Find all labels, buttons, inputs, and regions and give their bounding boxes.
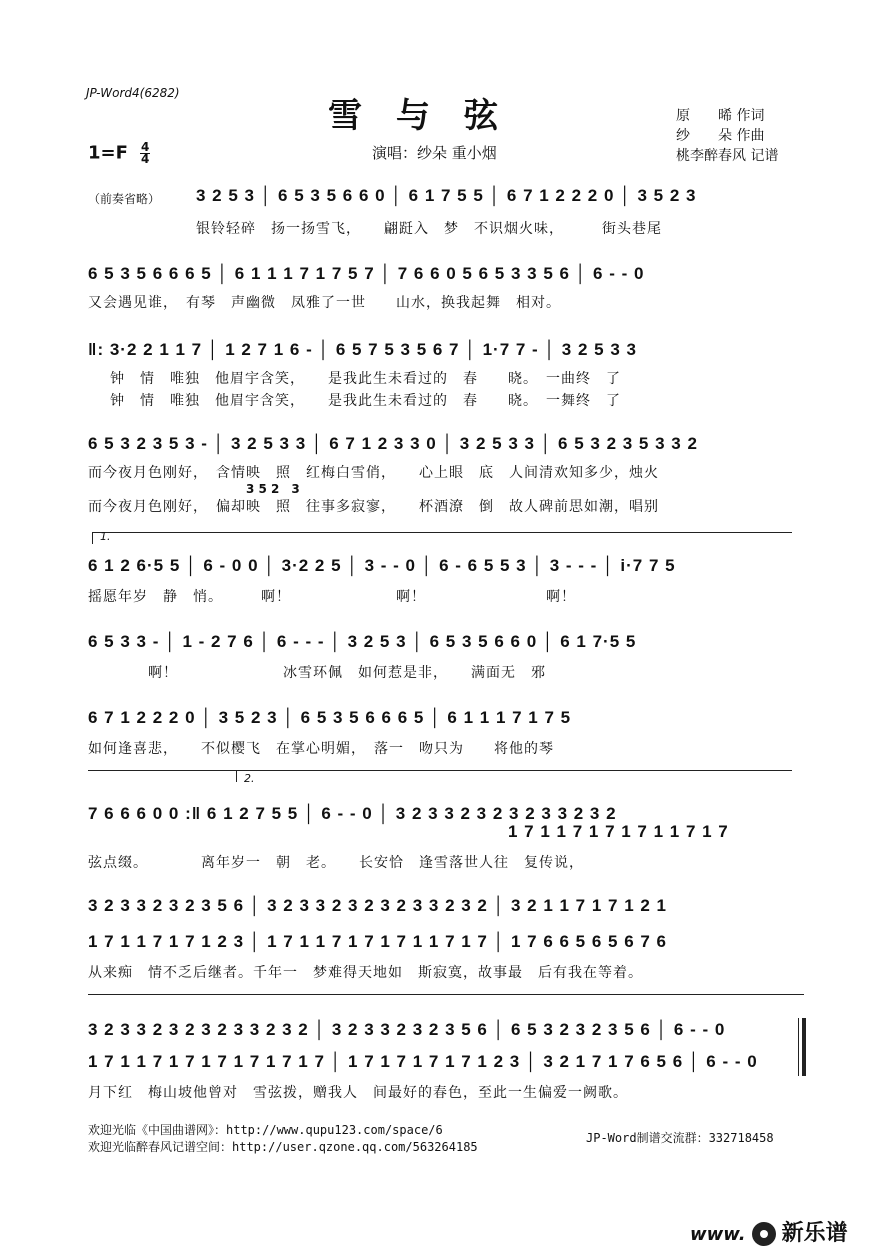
score-line-7-notes: 6 7 1 2 2 2 0 │ 3 5 2 3 │ 6 5 3 5 6 6 6 5 │ 6 1 1 1 7 1 7 5 [88,708,572,727]
watermark [690,1216,848,1247]
footer-group: JP-Word制谱交流群：332718458 [586,1131,774,1145]
footer-line-1: 欢迎光临《中国曲谱网》：http://www.qupu123.com/space/6 [88,1123,443,1137]
key-label: 1=F [88,142,128,164]
score-line-6-lyrics: 啊！ 冰雪环佩 如何惹是非， 满面无 邪 [88,665,546,681]
score-line-4-notes: 6 5 3 2 3 5 3 - │ 3 2 5 3 3 │ 6 7 1 2 3 3 0 │ 3 2 5 3 3 │ 6 5 3 2 3 5 3 3 2 [88,434,698,453]
score-line-10-notes-lower: 1 7 1 1 7 1 7 1 7 1 7 1 7 1 7 │ 1 7 1 7 1 7 1 7 1 2 3 │ 3 2 1 7 1 7 6 5 6 │ 6 - - 0 [88,1052,758,1071]
score-line-1-lyrics: 银铃轻碎 扬一扬雪飞， 翩跹入 梦 不识烟火味， 街头巷尾 [196,221,662,237]
watermark-brand: 新乐谱 [781,1221,848,1246]
record-logo-icon [752,1222,776,1246]
section-divider [88,994,804,995]
score-line-9-lyrics: 从来痴 情不乏后继者。千年一 梦难得天地如 斯寂寞，故事最 后有我在等着。 [88,965,643,981]
key-signature [88,142,150,165]
lyricist-credit: 原 晞 作词 [676,108,765,124]
score-line-10-notes: 3 2 3 3 2 3 2 3 2 3 3 2 3 2 │ 3 2 3 3 2 3 2 3 5 6 │ 6 5 3 2 3 2 3 5 6 │ 6 - - 0 [88,1020,726,1039]
final-barline-thin [798,1018,799,1076]
volta-2-label: 2. [244,772,255,785]
volta-1-end-line [88,770,238,771]
credits [676,106,778,166]
score-line-8-lyrics: 弦点缀。 离年岁一 朝 老。 长安恰 逢雪落世人往 复传说， [88,855,584,871]
score-line-8-notes-lower: 1 7 1 1 7 1 7 1 7 1 1 7 1 7 [508,822,729,841]
score-line-5-notes: 6 1 2 6·5 5 │ 6 - 0 0 │ 3·2 2 5 │ 3 - - 0 │ 6 - 6 5 5 3 │ 3 - - - │ i·7 7 5 [88,556,676,575]
watermark-prefix: www. [690,1224,746,1245]
score-line-9-notes: 3 2 3 3 2 3 2 3 5 6 │ 3 2 3 3 2 3 2 3 2 3 3 2 3 2 │ 3 2 1 1 7 1 7 1 2 1 [88,896,668,915]
alt-notes: 3 5 2 3 [246,482,300,496]
time-bottom: 4 [141,152,150,166]
score-line-3-lyrics-2: 钟 情 唯独 他眉宇含笑， 是我此生未看过的 春 晓。 一舞终 了 [110,393,621,409]
score-line-10-lyrics: 月下红 梅山坡他曾对 雪弦拨，赠我人 间最好的春色，至此一生偏爱一阙歌。 [88,1085,628,1101]
score-line-7-lyrics: 如何逢喜悲， 不似樱飞 在掌心明媚， 落一 吻只为 将他的琴 [88,741,554,757]
score-line-3-lyrics-1: 钟 情 唯独 他眉宇含笑， 是我此生未看过的 春 晓。 一曲终 了 [110,371,621,387]
score-line-6-notes: 6 5 3 3 - │ 1 - 2 7 6 │ 6 - - - │ 3 2 5 3 │ 6 5 3 5 6 6 0 │ 6 1 7·5 5 [88,632,637,651]
singer-line: 演唱：纱朵 重小烟 [372,144,497,162]
time-top: 4 [141,140,150,154]
footer-links [88,1122,478,1156]
software-label: JP-Word4(6282) [86,86,180,100]
composer-credit: 纱 朵 作曲 [676,128,765,144]
transcriber-credit: 桃李醉春风 记谱 [676,148,779,164]
footer-line-2: 欢迎光临醉春风记谱空间：http://user.qzone.qq.com/563264185 [88,1140,478,1154]
song-title: 雪与弦 [328,96,532,136]
volta-2-bracket [236,770,792,771]
score-line-4-lyrics-1: 而今夜月色刚好， 含情映 照 红梅白雪俏， 心上眼 底 人间清欢知多少，烛火 [88,465,659,481]
score-line-4-lyrics-2: 而今夜月色刚好， 偏却映 照 往事多寂寥， 杯酒潦 倒 故人碑前思如潮，唱别 [88,499,659,515]
volta-1-label: 1. [100,530,111,543]
final-barline-thick [802,1018,806,1076]
score-line-1-notes: 3 2 5 3 │ 6 5 3 5 6 6 0 │ 6 1 7 5 5 │ 6 7 1 2 2 2 0 │ 3 5 2 3 [196,186,697,205]
volta-1-hook [92,532,93,544]
intro-note: （前奏省略） [88,192,161,206]
time-signature [140,142,150,165]
score-line-2-notes: 6 5 3 5 6 6 6 5 │ 6 1 1 1 7 1 7 5 7 │ 7 6 6 0 5 6 5 3 3 5 6 │ 6 - - 0 [88,264,645,283]
score-line-3-notes: ‖: 3·2 2 1 1 7 │ 1 2 7 1 6 - │ 6 5 7 5 3 5 6 7 │ 1·7 7 - │ 3 2 5 3 3 [88,340,637,359]
score-line-2-lyrics: 又会遇见谁， 有琴 声幽微 凤雅了一世 山水，换我起舞 相对。 [88,295,561,311]
volta-2-hook [236,770,237,782]
score-line-5-lyrics: 摇愿年岁 静 悄。 啊！ 啊！ 啊！ [88,589,576,605]
score-line-9-notes-lower: 1 7 1 1 7 1 7 1 2 3 │ 1 7 1 1 7 1 7 1 7 1 1 7 1 7 │ 1 7 6 6 5 6 5 6 7 6 [88,932,668,951]
score-line-8-notes: 7 6 6 6 0 0 :‖ 6 1 2 7 5 5 │ 6 - - 0 │ 3 2 3 3 2 3 2 3 2 3 3 2 3 2 [88,804,617,823]
volta-1-bracket [92,532,792,533]
